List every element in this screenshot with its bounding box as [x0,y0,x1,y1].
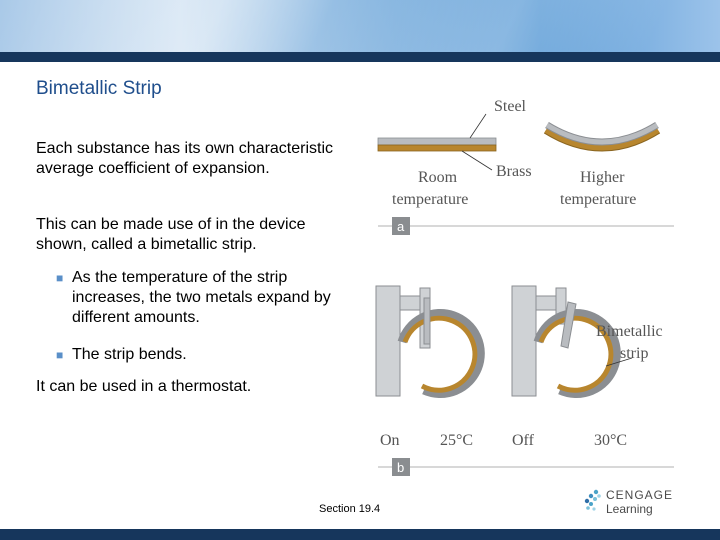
header-banner [0,0,720,52]
paragraph-bimetallic: This can be made use of in the device shown, called a bimetallic strip. [36,216,306,253]
steel-pointer [470,114,486,138]
figure-svg [362,90,702,490]
label-temp-on: 25°C [440,432,474,449]
paragraph-thermostat: It can be used in a thermostat. [36,378,252,395]
bullet-marker-icon: ■ [56,348,64,362]
bullet-item-expand [56,268,346,328]
tag-a: a [397,219,405,234]
header-bar [0,52,720,62]
label-bimetallic: Bimetallic [596,323,663,340]
thermostat-off [512,286,616,396]
tag-b: b [397,460,405,475]
label-room: Room [418,169,458,186]
label-steel: Steel [494,98,526,115]
curved-strip [546,125,658,148]
paragraph-coefficient: Each substance has its own characteristic average coefficient of expansion. [36,140,334,177]
label-temp-off: 30°C [594,432,628,449]
label-room-temperature: temperature [392,191,469,208]
cengage-logo [582,484,692,520]
label-on: On [380,432,400,449]
thermostat-on [376,286,480,396]
banner-shine [0,0,720,52]
label-off: Off [512,432,534,449]
label-strip: strip [620,345,649,362]
bullet-text: The strip bends. [72,346,187,363]
label-higher-temperature: temperature [560,191,637,208]
logo-cengage: CENGAGE [606,488,674,502]
label-higher: Higher [580,169,625,186]
bullet-item-bends [56,345,346,365]
slide-title: Bimetallic Strip [36,78,162,99]
logo-learning: Learning [606,502,653,516]
cengage-logo-icon [582,484,692,520]
straight-strip [378,138,496,151]
label-brass: Brass [496,163,532,180]
bullet-marker-icon: ■ [56,271,64,285]
brass-pointer [462,151,492,170]
bimetallic-figure [362,90,702,490]
footer-bar [0,529,720,540]
bullet-text: As the temperature of the strip increases, the two metals expand by different amounts. [72,269,331,326]
footer-section-label: Section 19.4 [319,503,381,515]
